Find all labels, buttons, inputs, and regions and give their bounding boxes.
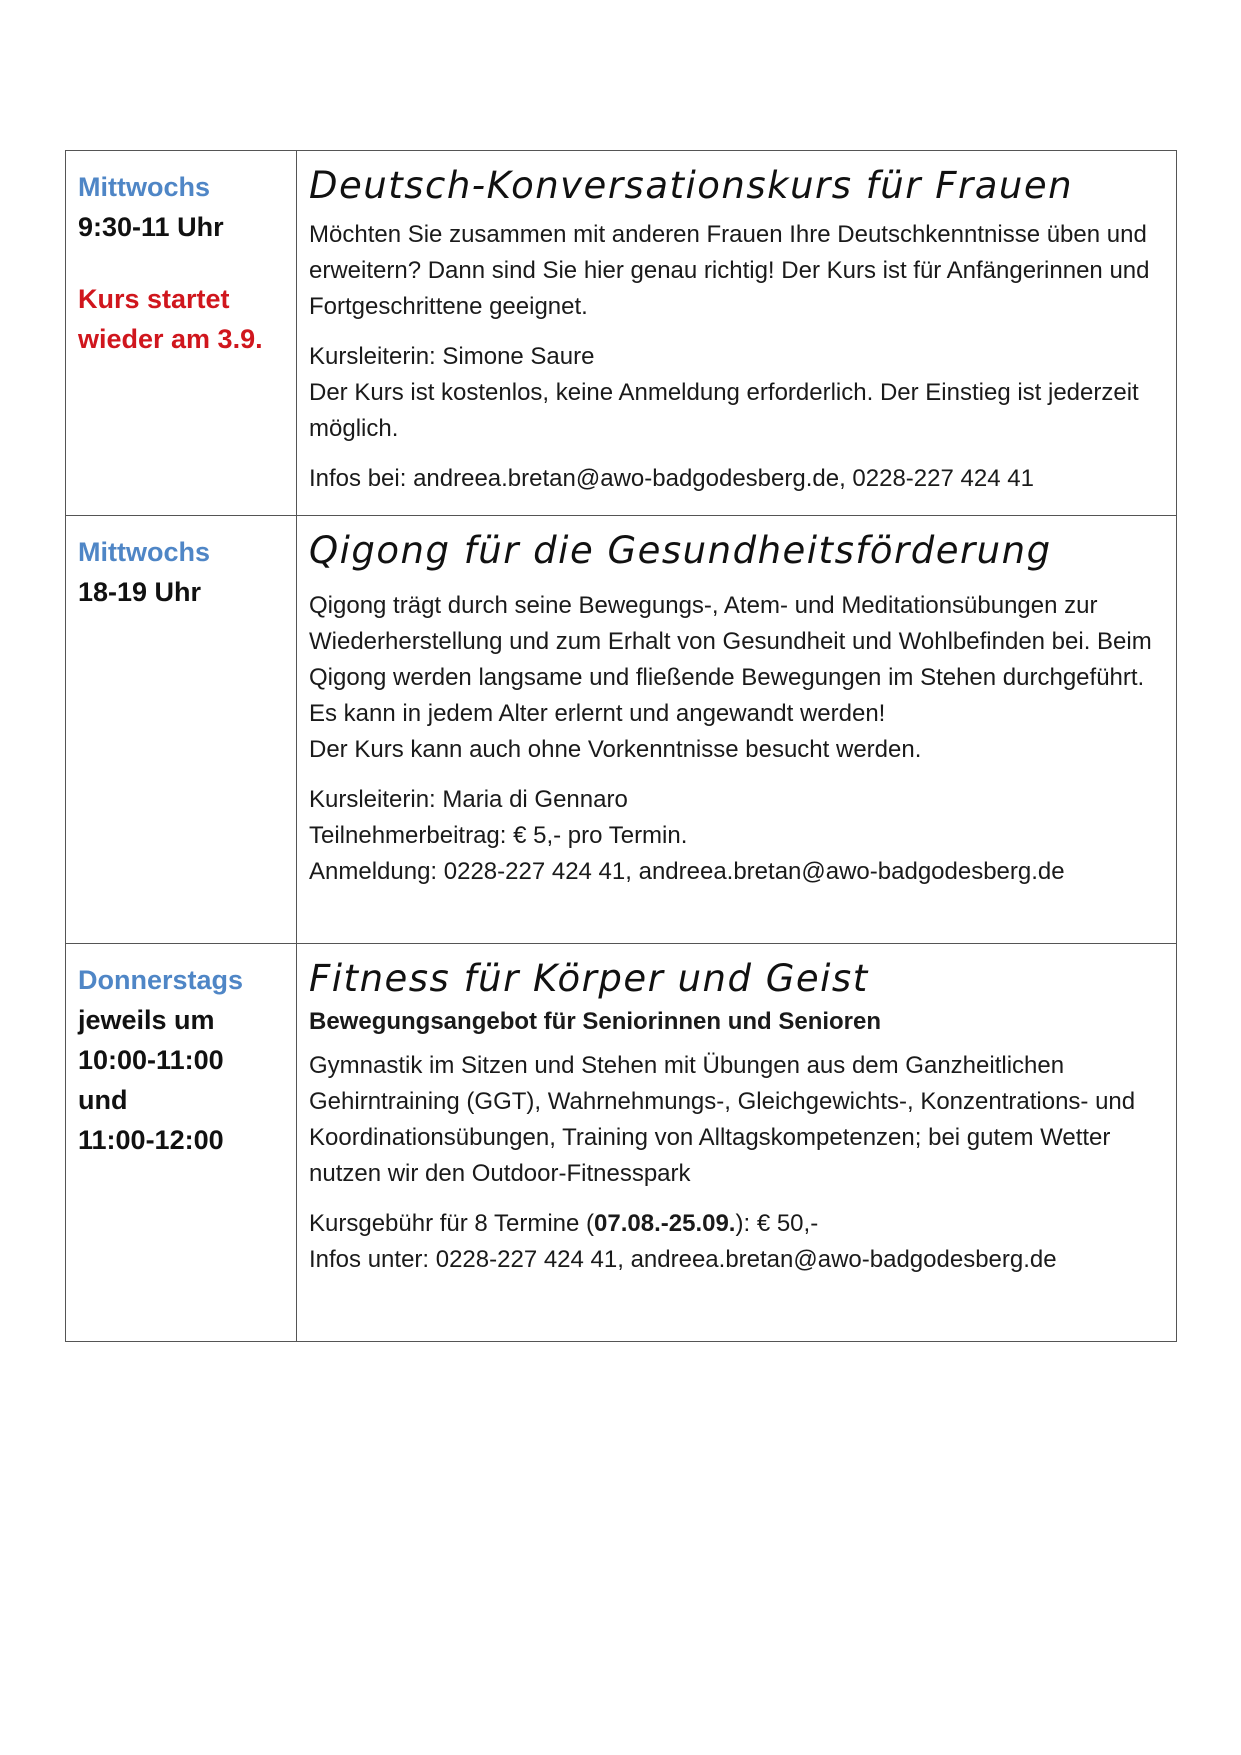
course-cost: Der Kurs ist kostenlos, keine Anmeldung erforderlich. Der Einstieg ist jederzeit möglich.	[309, 379, 1139, 442]
course-title: Qigong für die Gesundheitsförderung	[309, 529, 1052, 572]
course-leader: Kursleiterin: Simone Saure	[309, 343, 595, 370]
course-description-text: Qigong trägt durch seine Bewegungs-, Atem- und Meditationsübungen zur Wiederherstellung und zum Erhalt von Gesundheit und Wohlbefinden bei. Beim Qigong werden langsame und fließende Bewegungen im Stehen durchgeführt. Es kann in jedem Alter erlernt und angewandt werden!	[309, 592, 1152, 727]
course-time-line: 10:00-11:00	[78, 1045, 224, 1075]
course-start-note-line: wieder am 3.9.	[78, 324, 263, 354]
course-fee-suffix: ): € 50,-	[735, 1210, 819, 1237]
course-fee-prefix: Kursgebühr für 8 Termine (	[309, 1210, 595, 1237]
course-start-note-line: Kurs startet	[78, 284, 230, 314]
course-time-line: und	[78, 1085, 128, 1115]
course-schedule-table	[65, 150, 1177, 1342]
course-description: Gymnastik im Sitzen und Stehen mit Übungen aus dem Ganzheitlichen Gehirntraining (GGT), Wahrnehmungs-, Gleichgewichts-, Konzentrations- und Koordinationsübungen, Training von Alltagskompetenzen; bei gutem Wetter nutzen wir den Outdoor-Fitnesspark	[309, 1052, 1136, 1187]
course-day: Mittwochs	[78, 537, 210, 567]
course-day: Mittwochs	[78, 172, 210, 202]
course-day: Donnerstags	[78, 965, 244, 995]
course-details	[309, 339, 1164, 447]
course-time: 18-19 Uhr	[78, 577, 202, 607]
course-time-cell	[66, 944, 297, 1342]
course-description: Möchten Sie zusammen mit anderen Frauen Ihre Deutschkenntnisse üben und erweitern? Dann sind Sie hier genau richtig! Der Kurs ist für Anfängerinnen und Fortgeschrittene geeignet.	[309, 221, 1150, 320]
course-contact: Infos bei: andreea.bretan@awo-badgodesberg.de, 0228-227 424 41	[309, 465, 1034, 492]
course-time	[78, 1000, 286, 1160]
course-description	[309, 588, 1164, 768]
course-fee-dates: 07.08.-25.09.	[594, 1210, 736, 1237]
course-contact: Anmeldung: 0228-227 424 41, andreea.bretan@awo-badgodesberg.de	[309, 858, 1065, 885]
course-details	[309, 1206, 1164, 1278]
course-time-line: 11:00-12:00	[78, 1125, 224, 1155]
course-start-note	[78, 279, 286, 359]
course-description-note: Der Kurs kann auch ohne Vorkenntnisse besucht werden.	[309, 736, 922, 763]
course-time-line: jeweils um	[78, 1005, 215, 1035]
course-fee	[309, 1206, 1164, 1242]
course-info-cell	[297, 151, 1177, 516]
course-leader: Kursleiterin: Maria di Gennaro	[309, 786, 628, 813]
course-info-cell	[297, 944, 1177, 1342]
course-row-deutsch	[66, 151, 1177, 516]
course-title: Fitness für Körper und Geist	[309, 957, 869, 1000]
course-time-cell	[66, 516, 297, 944]
course-time: 9:30-11 Uhr	[78, 212, 224, 242]
course-title: Deutsch-Konversationskurs für Frauen	[309, 164, 1074, 207]
course-time-cell	[66, 151, 297, 516]
course-details	[309, 782, 1164, 890]
course-row-qigong	[66, 516, 1177, 944]
course-row-fitness	[66, 944, 1177, 1342]
course-subtitle: Bewegungsangebot für Seniorinnen und Senioren	[309, 1008, 882, 1035]
course-fee: Teilnehmerbeitrag: € 5,- pro Termin.	[309, 822, 688, 849]
course-info-cell	[297, 516, 1177, 944]
course-contact: Infos unter: 0228-227 424 41, andreea.bretan@awo-badgodesberg.de	[309, 1246, 1057, 1273]
